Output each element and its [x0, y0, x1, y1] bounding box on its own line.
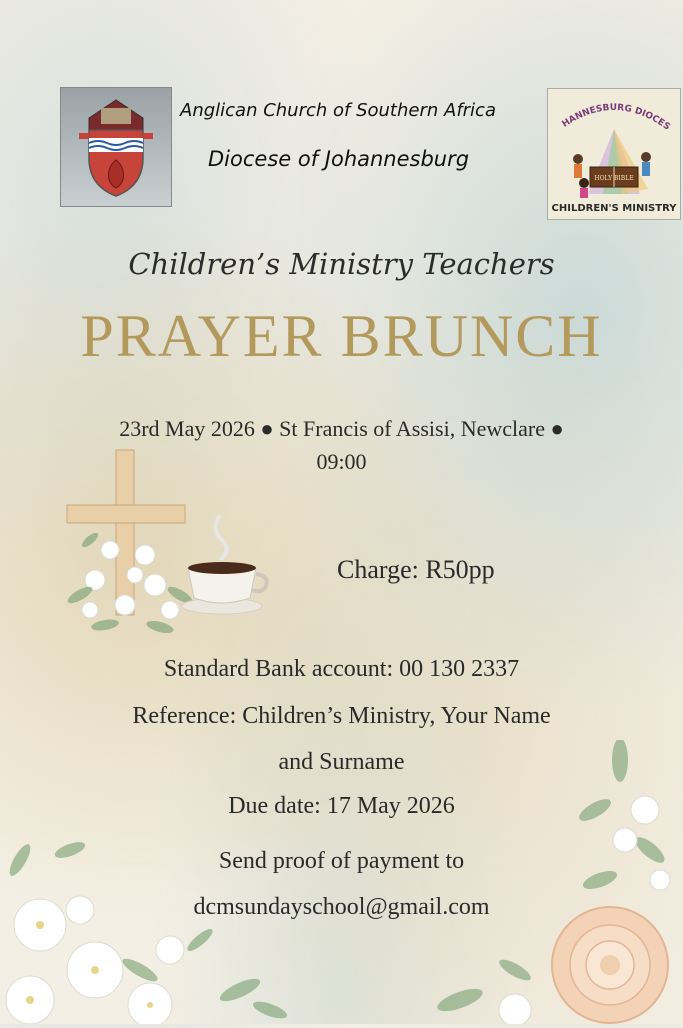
logo-book-text: HOLY BIBLE	[594, 175, 634, 182]
payment-reference: Reference: Children’s Ministry, Your Name	[132, 703, 551, 729]
childrens-ministry-logo	[547, 88, 681, 220]
bank-account: Standard Bank account: 00 130 2337	[163, 656, 520, 682]
flower-icon	[0, 820, 300, 1024]
coffee-cup-icon	[180, 510, 270, 620]
diocese-name: Diocese of Johannesburg	[208, 147, 470, 171]
payment-reference-continued: and Surname	[278, 749, 405, 775]
event-date-venue: 23rd May 2026 ● St Francis of Assisi, Newclare ●	[119, 416, 564, 441]
event-title: PRAYER BRUNCH	[80, 303, 603, 369]
event-subtitle: Children’s Ministry Teachers	[128, 247, 555, 281]
contact-email[interactable]: dcmsundayschool@gmail.com	[193, 894, 490, 920]
event-time: 09:00	[316, 449, 367, 474]
flowers-bottom-right	[420, 740, 683, 1024]
due-date: Due date: 17 May 2026	[228, 793, 455, 819]
diocese-crest-icon	[61, 88, 171, 206]
flower-icon	[420, 740, 683, 1024]
send-proof-label: Send proof of payment to	[218, 848, 465, 874]
childrens-ministry-logo-icon	[548, 89, 680, 219]
diocese-crest-logo	[60, 87, 172, 207]
organisation-name: Anglican Church of Southern Africa	[180, 100, 496, 121]
logo-arc-text: HANNESBURG DIOCES	[560, 102, 672, 133]
svg-text:JOHANNESBURG DIOCESE	[548, 89, 672, 133]
charge-text: Charge: R50pp	[337, 555, 495, 584]
coffee-cup-illustration	[180, 510, 270, 620]
logo-bottom-text: CHILDREN'S MINISTRY	[551, 203, 677, 214]
flowers-bottom-left	[0, 820, 300, 1024]
